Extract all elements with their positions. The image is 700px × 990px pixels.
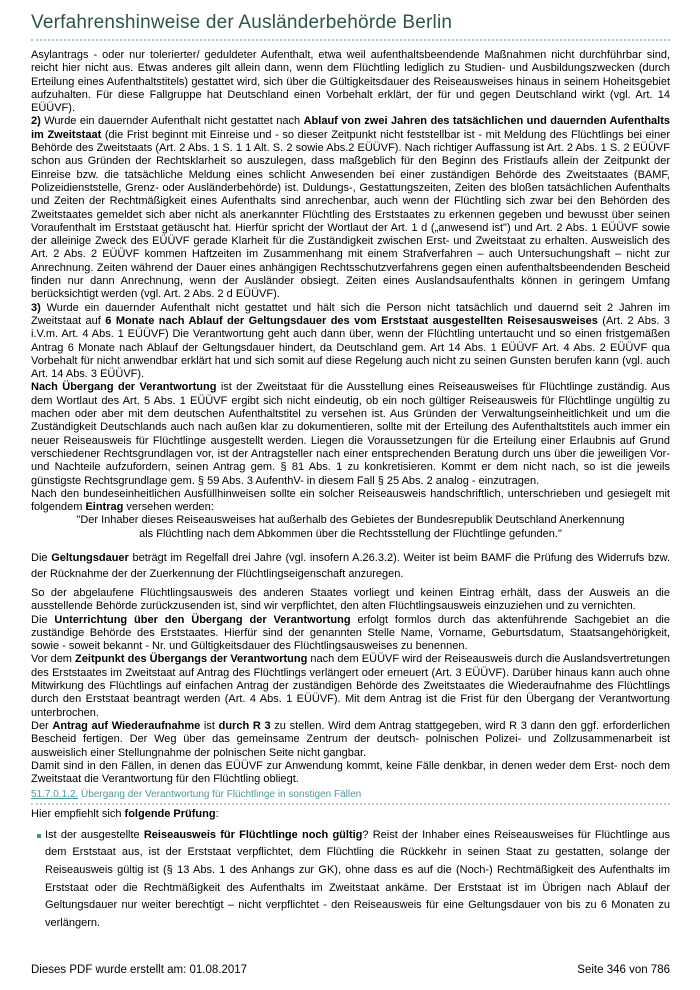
paragraph-pruefung-intro: Hier empfiehlt sich folgende Prüfung: bbox=[31, 808, 219, 821]
page-footer bbox=[31, 964, 670, 977]
section-number-link[interactable]: 51.7.0.1.2. bbox=[31, 789, 79, 801]
paragraph-asylantrag: Asylantrags - oder nur tolerierter/ geduldeter Aufenthalt, etwa weil aufenthaltsbeendende Maßnahmen nicht durchführbar sind, reicht hier nicht aus. Etwas anderes gilt allein dann, wenn dem Flüchtling lediglich zu Studien- und Ausbildungszwecken (durch Erteilung eines Aufenthaltstitels) gestattet wird, sich über die Gültigkeitsdauer des Reiseausweises hinaus in seinem Hoheitsgebiet aufzuhalten. Für diese Fallgruppe hat Deutschland einen Vorbehalt erklärt, der für und gegen Deutschland wirkt (vgl. Art. 14 EÜÜVF). bbox=[31, 49, 670, 115]
paragraph-zeitpunkt-uebergang: Vor dem Zeitpunkt des Übergangs der Verantwortung nach dem EÜÜVF wird der Reiseausweis durch die Auslandsvertretungen des Erststaates im Zweitstaat auf Antrag des Flüchtlings verlängert oder erneuert (Art. 3 EÜÜVF). Darüber hinaus kann auch ohne Mitwirkung des Flüchtlings auf einfachen Antrag der zuständigen Behörde des Zweitstaates die Wiederaufnahme des Flüchtlings durch den Erststaat beantragt werden (Art. 4 Abs. 1 EÜÜVF). Mit dem Antrag ist die Frist für den Übergang der Verantwortung unterbrochen. bbox=[31, 653, 670, 719]
section-link-heading bbox=[31, 789, 670, 801]
paragraph-nach-uebergang: Nach Übergang der Verantwortung ist der Zweitstaat für die Ausstellung eines Reiseausweises für Flüchtlinge zuständig. Aus dem Wortlaut des Art. 5 Abs. 1 EÜÜVF ergibt sich nicht eindeutig, ob ein noch gültiger Reiseausweis für Flüchtlinge ungültig zu machen oder aber mit dem deutschen Aufenthaltstitel zu versehen ist. Aus Gründen der Verwaltungseinheitlichkeit und um die Zuständigkeit Deutschlands auch nach außen klar zu dokumentieren, sollte mit der Erteilung des Aufenthaltstitels auch immer ein neuer Reiseausweis für Flüchtlinge ausgestellt werden. Liegen die Voraussetzungen für die Erteilung einer Erlaubnis auf Grund verschiedener Rechtsgrundlagen vor, ist der Antragsteller nach einer entsprechenden Beratung durch uns über die jeweiligen Vor- und Nachteile aufzufordern, seinen Antrag gem. § 81 Abs. 1 zu konkretisieren. Kommt er dem nicht nach, so ist die jeweils günstigste Rechtsgrundlage gem. § 59 Abs. 3 AufenthV- in diesem Fall § 25 Abs. 2 analog - einzutragen. bbox=[31, 381, 670, 487]
section-label: Übergang der Verantwortung für Flüchtlinge in sonstigen Fällen bbox=[78, 789, 362, 801]
paragraph-abgelaufener-ausweis: So der abgelaufene Flüchtlingsausweis des anderen Staates vorliegt und keinen Eintrag erhält, dass der Ausweis an die ausstellende Behörde zurückzusenden ist, sind wir verpflichtet, den alten Flüchtlingsausweis einzuziehen und zu vernichten. bbox=[31, 586, 670, 613]
bullet-square-icon bbox=[37, 834, 41, 838]
paragraph-ausfuellhinweise: Nach den bundeseinheitlichen Ausfüllhinweisen sollte ein solcher Reiseausweis handschriftlich, unterschrieben und gesiegelt mit folgendem Eintrag versehen werden: bbox=[31, 487, 670, 514]
paragraph-damit-faelle: Damit sind in den Fällen, in denen das EÜÜVF zur Anwendung kommt, keine Fälle denkbar, in denen weder dem Erst- noch dem Zweitstaat die Verantwortung für den Flüchtling obliegt. bbox=[31, 759, 670, 786]
paragraph-3-sechs-monate: 3) Wurde ein dauernder Aufenthalt nicht gestattet und hält sich die Person nicht tatsächlich und dauernd seit 2 Jahren im Zweitstaat auf 6 Monate nach Ablauf der Geltungsdauer des vom Erststaat ausgestellten Reisesausweises (Art. 2 Abs. 3 i.V.m. Art. 4 Abs. 1 EÜÜVF) Die Verantwortung geht auch dann über, wenn der Flüchtling untertaucht und so einen fristgemäßen Antrag 6 Monate nach Ablauf der Geltungsdauer hindert, da Deutschland gem. Art 14 Abs. 1 EÜÜVF Art. 4 Abs. 2 EÜÜVF qua Vorbehalt für nicht anwendbar erklärt hat und sich somit auf diese Regelung auch nicht zu seinen Gunsten berufen kann (vgl. auch Art. 14 Abs. 3 EÜÜVF). bbox=[31, 301, 670, 381]
footer-created-date: Dieses PDF wurde erstellt am: 01.08.2017 bbox=[31, 964, 248, 976]
bullet-text: Ist der ausgestellte Reiseausweis für Flüchtlinge noch gültig? Reist der Inhaber eines Reiseausweises für Flüchtlinge aus dem Erststaat aus, ist der Erststaat verpflichtet, dem Flüchtling die Rückkehr in seinen Staat zu gestatten, solange der Reiseausweis gültig ist (§ 13 Abs. 1 des Anhangs zur GK), ohne dass es auf die (Noch-) Rechtmäßigkeit des Aufenthalts im Erststaat oder die Rechtmäßigkeit des Aufenthalts im Zweitstaat ankäme. Der Erststaat ist im Übrigen nach Ablauf der Geltungsdauer nur weiter berechtigt – nicht verpflichtet - den Reiseausweis für eine Geltungsdauer von bis zu 6 Monaten zu verlängern. bbox=[45, 828, 670, 929]
paragraph-antrag-wiederaufnahme: Der Antrag auf Wiederaufnahme ist durch R 3 zu stellen. Wird dem Antrag stattgegeben, wird R 3 dann den ggf. erforderlichen Bescheid fertigen. Der Weg über das gemeinsame Zentrum der deutsch- polnischen Polizei- und Zollzusammenarbeit ist ausweislich einer Stellungnahme der polnischen Seite nicht gangbar. bbox=[31, 719, 671, 759]
page-title: Verfahrenshinweise der Ausländerbehörde Berlin bbox=[31, 12, 453, 33]
paragraph-2-zwei-jahre: 2) Wurde ein dauernder Aufenthalt nicht gestattet nach Ablauf von zwei Jahren des tatsächlichen und dauernden Aufenthalts im Zweitstaat (die Frist beginnt mit Einreise und - so dieser Zeitpunkt nicht feststellbar ist - mit Meldung des Flüchtlings bei einer Behörde des Zweitstaats (Art. 2 Abs. 1 S. 1 1 Alt. S. 2 sowie Abs.2 EÜÜVF). Nach richtiger Auffassung ist Art. 2 Abs. 1 S. 2 EÜÜVF schon aus Gründen der Rechtsklarheit so auszulegen, dass maßgeblich für den Beginn des Fristlaufs allein der Zeitpunkt der Einreise bzw. die tatsächliche Meldung eines schlicht Anwesenden bei einer zuständigen Behörde des Zweitstaates (BAMF, Polizeidienststelle, Grenz- oder Ausländerbehörde) ist. Duldungs-, Gestattungszeiten, Zeiten des bloßen tatsächlichen Aufenthalts und Zeiten der Rechtmäßigkeit eines Aufenthalts sind anrechenbar, auch wenn der Flüchtling sich zwar bei den Behörden des Zweitstaates gemeldet sich aber nicht als anerkannter Flüchtling des Erststaates zu erkennen gegeben und bewusst über seinen Voraufenthalt im Erststaat getäuscht hat. Hierfür spricht der Wortlaut der Art. 1 d („anwesend ist") und Art. 2 Abs. 1 EÜÜVF sowie der alleinige Zweck des EÜÜVF gerade Klarheit für die Zuständigkeit zwischen Erst- und Zweitstaat zu erhalten. Ausweislich des Art. 2 Abs. 2 EÜÜVF kommen Haftzeiten im Zusammenhang mit einem Strafverfahren – auch Untersuchungshaft – nicht zur Anrechnung. Zeiten während der Dauer eines anhängigen Rechtsschutzverfahrens gegen einen aufenthaltsbeendenden Bescheid finden nur dann Anrechnung, wenn der Ausländer obsiegt. Zeiten eines Auslandsaufenthalts können in geringem Umfang berücksichtigt werden (vgl. Art. 2 Abs. 2 d EÜÜVF). bbox=[31, 115, 670, 301]
paragraph-unterrichtung: Die Unterrichtung über den Übergang der Verantwortung erfolgt formlos durch das aktenführende Sachgebiet an die zuständige Behörde des Erststaates. Hierfür sind der genannten Stelle Name, Vorname, Geburtsdatum, Staatsangehörigkeit, sowie - soweit bekannt - Nr. und Gültigkeitsdauer des Flüchtlingsausweises zu benennen. bbox=[31, 613, 670, 653]
entry-quote: "Der Inhaber dieses Reiseausweises hat außerhalb des Gebietes der Bundesrepublik Deutschland Anerkennung als Flüchtling nach dem Abkommen über die Rechtsstellung der Flüchtlinge gefunden." bbox=[76, 514, 625, 540]
document-body bbox=[31, 49, 670, 932]
footer-page-number: Seite 346 von 786 bbox=[577, 964, 670, 976]
title-dotted-divider bbox=[31, 39, 670, 41]
section-dotted-divider bbox=[31, 803, 670, 805]
list-item-reiseausweis-gueltig bbox=[31, 827, 670, 933]
paragraph-geltungsdauer: Die Geltungsdauer beträgt im Regelfall drei Jahre (vgl. insofern A.26.3.2). Weiter ist beim BAMF die Prüfung des Widerrufs bzw. der Rücknahme der der Zuerkennung der Flüchtlingseigenschaft anzuregen. bbox=[31, 551, 671, 581]
